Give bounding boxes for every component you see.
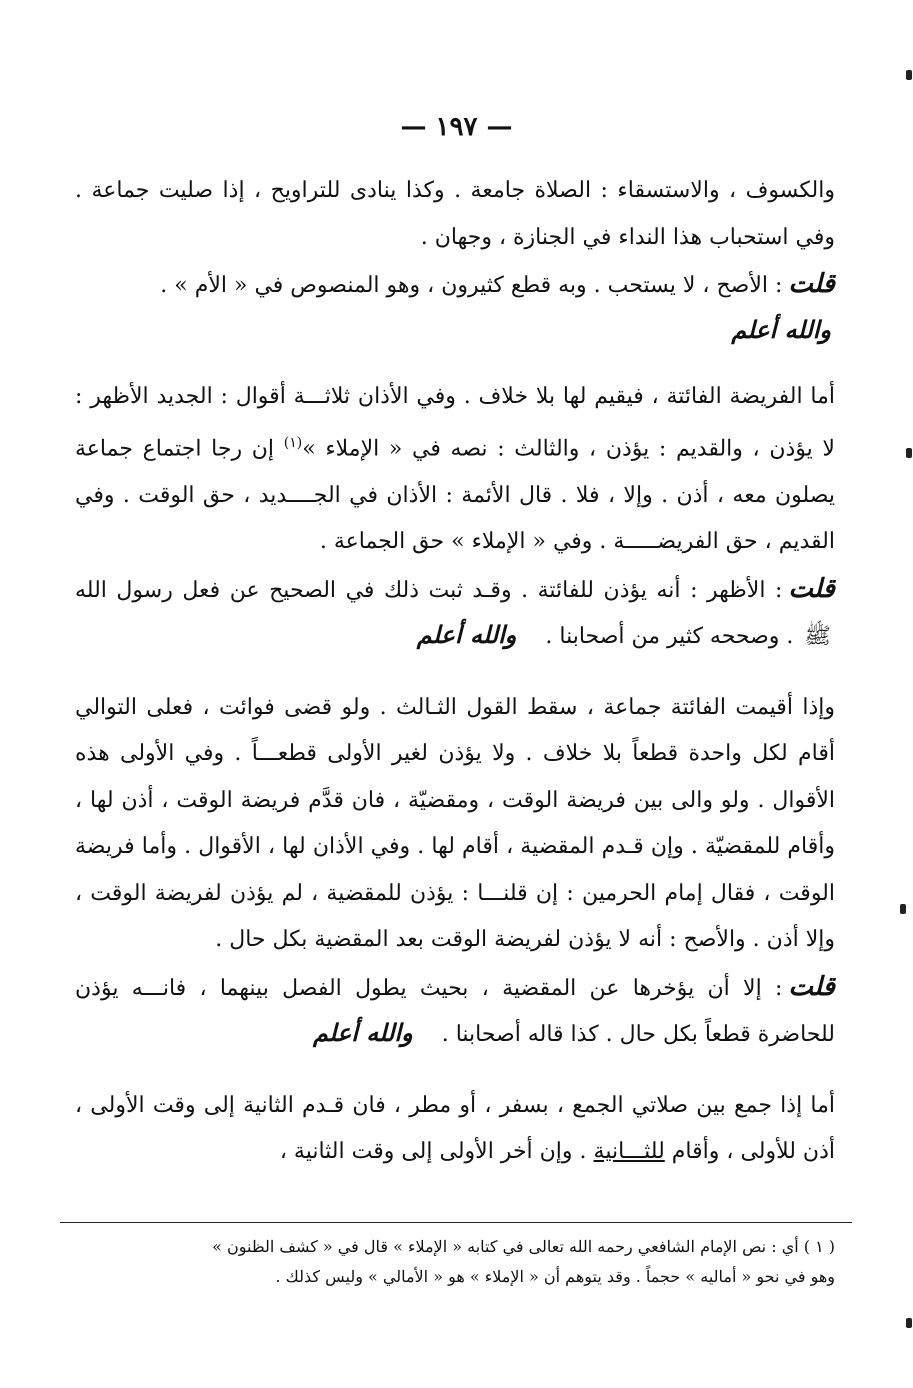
margin-mark: [906, 70, 912, 80]
paragraph-7: [75, 1083, 835, 1176]
paragraph-4-tail: . وصححه كثير من أصحابنا .: [545, 624, 794, 650]
paragraph-3: [75, 374, 835, 566]
paragraph-7-text-a: أما إذا جمع بين صلاتي الجمع ، بسفر ، أو مطر ، فان قـدم الثانية إلى وقت الأولى ، أذن للأولى ، وأقام: [75, 1092, 835, 1165]
paragraph-5: وإذا أقيمت الفائتة جماعة ، سقط القول الثـالث . ولو قضى فوائت ، فعلى التوالي أقام لكل واحدة قطعاً بلا خلاف . ولا يؤذن لغير الأولى قطعـــاً . وفي الأولى هذه الأقوال . ولو والى بين فريضة الوقت ، ومقضيّة ، فان قدَّم فريضة الوقت ، أذن لها ، وأقام للمقضيّة . وإن قـدم المقضية ، أقام لها . وفي الأذان لها ، الأقوال . وأما فريضة الوقت ، فقال إمام الحرمين : إن قلنـــا : يؤذن للمقضية ، لم يؤذن لفريضة الوقت ، وإلا أذن . والأصح : أنه لا يؤذن لفريضة الوقت بعد المقضية بكل حال .: [75, 694, 835, 953]
paragraph-4-text: : الأظهر : أنه يؤذن للفائتة . وقـد ثبت ذلك في الصحيح عن فعل رسول الله: [75, 577, 783, 603]
footnote-reference: (١): [283, 435, 303, 451]
margin-mark: [906, 1318, 912, 1328]
paragraph-3-text-a: أما الفريضة الفائتة ، فيقيم لها بلا خلاف . وفي الأذان ثلاثـــة أقوال : الجديد الأظهر : لا يؤذن ، والقديم : يؤذن ، والثالث : نصه في « الإملاء »: [75, 383, 835, 462]
paragraph-7-underlined: للثـــانية: [593, 1139, 665, 1165]
footnote-line-2: وهو في نحو « أماليه » حجماً . وقد يتوهم أن « الإملاء » هو « الأمالي » وليس كذلك .: [275, 1267, 835, 1286]
paragraph-7-text-b: . وإن أخر الأولى إلى وقت الثانية ،: [279, 1139, 587, 1165]
margin-mark: [900, 904, 906, 914]
paragraph-2-text: : الأصح ، لا يستحب . وبه قطع كثيرون ، وهو المنصوص في « الأم » .: [160, 273, 783, 298]
qult-label: قلت: [788, 573, 835, 604]
closing-formula: والله أعلم: [313, 1018, 413, 1048]
closing-formula: والله أعلم: [731, 314, 831, 344]
margin-mark: [906, 448, 912, 458]
paragraph-4: [75, 566, 835, 661]
paragraph-6-text: : إلا أن يؤخرها عن المقضية ، بحيث يطول الفصل بينهما ، فانـــه يؤذن للحاضرة قطعاً بكل حال . كذا قاله أصحابنا .: [75, 975, 835, 1048]
paragraph-3-text-b: إن رجا اجتماع جماعة يصلون معه ، أذن . وإلا ، فلا . قال الأئمة : الأذان في الجــــديد ، حق الوقت . وفي القديم ، حق الفريضـــــة . وفي « الإملاء » حق الجماعة .: [75, 436, 835, 555]
paragraph-2: [75, 261, 835, 350]
page-number: — ١٩٧ —: [400, 112, 513, 142]
salutation-seal: ﷺ: [804, 624, 831, 650]
paragraph-1: والكسوف ، والاستسقاء : الصلاة جامعة . وكذا ينادى للتراويح ، إذا صليت جماعة . وفي استحباب هذا النداء في الجنازة ، وجهان .: [75, 178, 835, 250]
footnote-line-1: ( ١ ) أي : نص الإمام الشافعي رحمه الله تعالى في كتابه « الإملاء » قال في « كشف الظنون »: [212, 1237, 835, 1256]
main-text: [75, 168, 835, 1176]
qult-label: قلت: [788, 971, 835, 1002]
footnote-divider: [60, 1222, 852, 1223]
qult-label: قلت: [788, 269, 835, 299]
closing-formula: والله أعلم: [416, 620, 517, 650]
paragraph-6: [75, 964, 835, 1059]
footnotes: [75, 1232, 835, 1292]
